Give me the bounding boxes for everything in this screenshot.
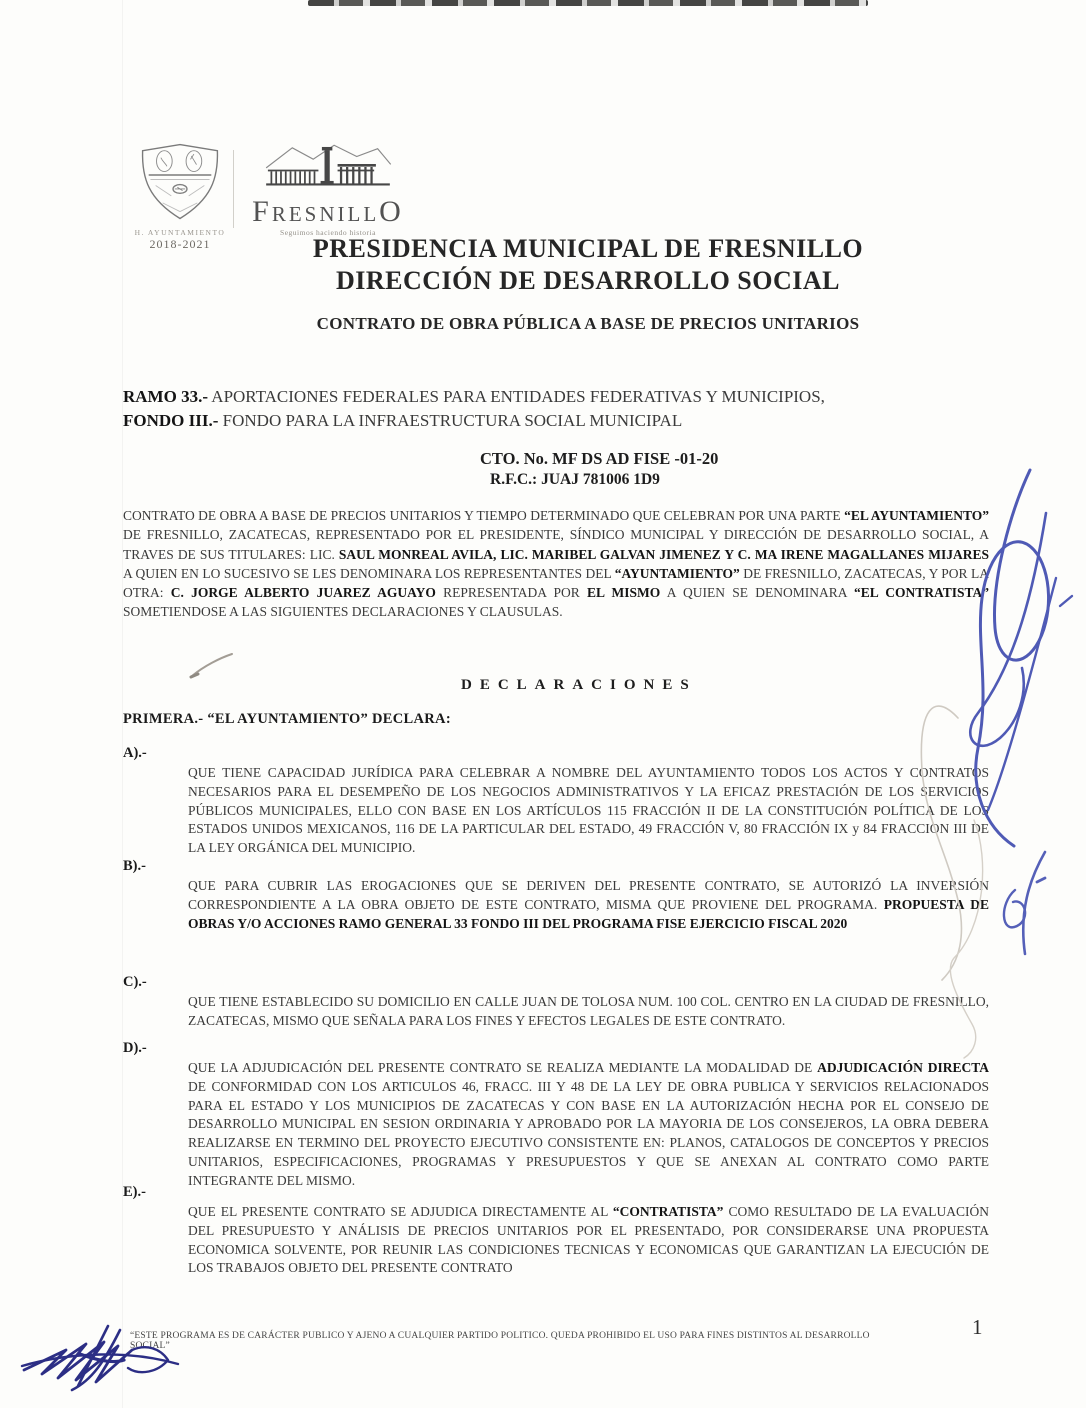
document-body	[123, 0, 989, 1408]
title-line-1: PRESIDENCIA MUNICIPAL DE FRESNILLO	[312, 234, 864, 263]
shield-years: 2018-2021	[149, 237, 211, 251]
declaration-item-a	[123, 745, 989, 858]
fondo-line: FONDO III.- FONDO PARA LA INFRAESTRUCTURA SOCIAL MUNICIPAL	[123, 411, 683, 430]
declaration-item-b	[123, 858, 989, 933]
declaration-item-c	[123, 974, 989, 1031]
program-heading	[123, 385, 989, 433]
item-text: QUE TIENE ESTABLECIDO SU DOMICILIO EN CALLE JUAN DE TOLOSA NUM. 100 COL. CENTRO EN LA CIUDAD DE FRESNILLO, ZACATECAS, MISMO QUE SEÑALA PARA LOS FINES Y EFECTOS LEGALES DE ESTE CONTRATO.	[188, 994, 989, 1028]
wordmark-final: O	[379, 195, 404, 228]
declaration-item-d	[123, 1040, 989, 1191]
item-text: QUE PARA CUBRIR LAS EROGACIONES QUE SE DERIVEN DEL PRESENTE CONTRATO, SE AUTORIZÓ LA INVERSIÓN CORRESPONDIENTE A LA OBRA OBJETO DE ESTE CONTRATO, MISMA QUE PROVIENE DEL PROGRAMA. PROPUESTA DE OBRAS Y/O ACCIONES RAMO GENERAL 33 FONDO III DEL PROGRAMA FISE EJERCICIO FISCAL 2020	[188, 878, 989, 931]
footer-disclaimer: “ESTE PROGRAMA ES DE CARÁCTER PUBLICO Y AJENO A CUALQUIER PARTIDO POLITICO. QUEDA PROHIBIDO EL USO PARA FINES DISTINTOS AL DESARROLLO SOCIAL”	[130, 1331, 870, 1351]
rfc: R.F.C.: JUAJ 781006 1D9	[490, 471, 660, 488]
ramo-line: RAMO 33.- APORTACIONES FEDERALES PARA ENTIDADES FEDERATIVAS Y MUNICIPIOS,	[123, 387, 825, 406]
item-text: QUE TIENE CAPACIDAD JURÍDICA PARA CELEBRAR A NOMBRE DEL AYUNTAMIENTO TODOS LOS ACTOS Y CONTRATOS NECESARIOS PARA EL DESEMPEÑO DE LOS NEGOCIOS ADMINISTRATIVOS Y LA EFICAZ PRESTACIÓN DE LOS SERVICIOS PÚBLICOS MUNICIPALES, ELLO CON BASE EN LOS ARTÍCULOS 115 FRACCIÓN II DE LA CONSTITUCIÓN POLÍTICA DE LOS ESTADOS UNIDOS MEXICANOS, 116 DE LA PARTICULAR DEL ESTADO, 49 FRACCIÓN V, 80 FRACCIÓN IX y 84 FRACCION III DE LA LEY ORGÁNICA DEL MUNICIPIO.	[188, 765, 989, 856]
title-line-2: DIRECCIÓN DE DESARROLLO SOCIAL	[335, 266, 841, 295]
shield-caption: H. AYUNTAMIENTO	[134, 228, 226, 237]
blue-signature-flourish	[993, 846, 1063, 961]
item-text: QUE EL PRESENTE CONTRATO SE ADJUDICA DIRECTAMENTE AL “CONTRATISTA” COMO RESULTADO DE LA EVALUACIÓN DEL PRESUPUESTO Y ANÁLISIS DE PRECIOS UNITARIOS POR EL PRESENTADO, POR CONSIDERARSE UNA PROPUESTA ECONOMICA SOLVENTE, POR REUNIR LAS CONDICIONES TECNICAS Y ECONOMICAS QUE GARANTIZAN LA EJECUCIÓN DE LOS TRABAJOS OBJETO DEL PRESENTE CONTRATO	[188, 1204, 990, 1276]
item-label: D).-	[123, 1040, 147, 1056]
item-label: B).-	[123, 858, 146, 874]
page-number: 1	[972, 1315, 983, 1339]
item-label: A).-	[123, 745, 147, 761]
wordmark-middle: RESNILL	[271, 202, 380, 226]
contract-number: CTO. No. MF DS AD FISE -01-20	[480, 449, 719, 468]
item-label: E).-	[123, 1184, 146, 1200]
declaration-item-e	[123, 1184, 989, 1278]
item-text: QUE LA ADJUDICACIÓN DEL PRESENTE CONTRATO SE REALIZA MEDIANTE LA MODALIDAD DE ADJUDICACIÓN DIRECTA DE CONFORMIDAD CON LOS ARTICULOS 46, FRACC. III Y 48 DE LA LEY DE OBRA PUBLICA Y SERVICIOS RELACIONADOS PARA EL ESTADO Y LOS MUNICIPIOS DE ZACATECAS Y CON BASE EN LA AUTORIZACIÓN HECHA POR EL CONSEJO DE DESARROLLO MUNICIPAL EN SESION ORDINARIA Y APROBADO POR LA MAYORIA DE LOS CONSEJEROS, LA OBRA DEBERA REALIZARSE EN TERMINO DEL PROYECTO EJECUTIVO CONSISTENTE EN: PLANOS, CATALOGOS DE CONCEPTOS Y PRECIOS UNITARIOS, ESPECIFICACIONES, PROGRAMAS Y PRESUPUESTOS Y QUE SE ANEXAN AL CONTRATO COMO PARTE INTEGRANTE DEL MISMO.	[188, 1060, 989, 1188]
contract-number-block	[480, 449, 718, 489]
wordmark-initial: F	[252, 195, 272, 228]
item-label: C).-	[123, 974, 147, 990]
contract-subtitle: CONTRATO DE OBRA PÚBLICA A BASE DE PRECIOS UNITARIOS	[316, 314, 860, 333]
brand-tagline: Seguimos haciendo historia	[280, 228, 376, 237]
intro-paragraph: CONTRATO DE OBRA A BASE DE PRECIOS UNITARIOS Y TIEMPO DETERMINADO QUE CELEBRAN POR UNA PARTE “EL AYUNTAMIENTO” DE FRESNILLO, ZACATECAS, REPRESENTADO POR EL PRESIDENTE, SÍNDICO MUNICIPAL Y DIRECCIÓN DE DESARROLLO SOCIAL, A TRAVES DE SUS TITULARES: LIC. SAUL MONREAL AVILA, LIC. MARIBEL GALVAN JIMENEZ Y C. MA IRENE MAGALLANES MIJARES A QUIEN EN LO SUCESIVO SE LES DENOMINARA LOS REPRESENTANTES DEL “AYUNTAMIENTO” DE FRESNILLO, ZACATECAS, Y POR LA OTRA: C. JORGE ALBERTO JUAREZ AGUAYO REPRESENTADA POR EL MISMO A QUIEN SE DENOMINARA “EL CONTRATISTA” SOMETIENDOSE A LAS SIGUIENTES DECLARACIONES Y CLAUSULAS.	[123, 508, 990, 620]
primera-heading: PRIMERA.- “EL AYUNTAMIENTO” DECLARA:	[123, 711, 451, 727]
declarations-heading: DECLARACIONES	[461, 677, 697, 693]
